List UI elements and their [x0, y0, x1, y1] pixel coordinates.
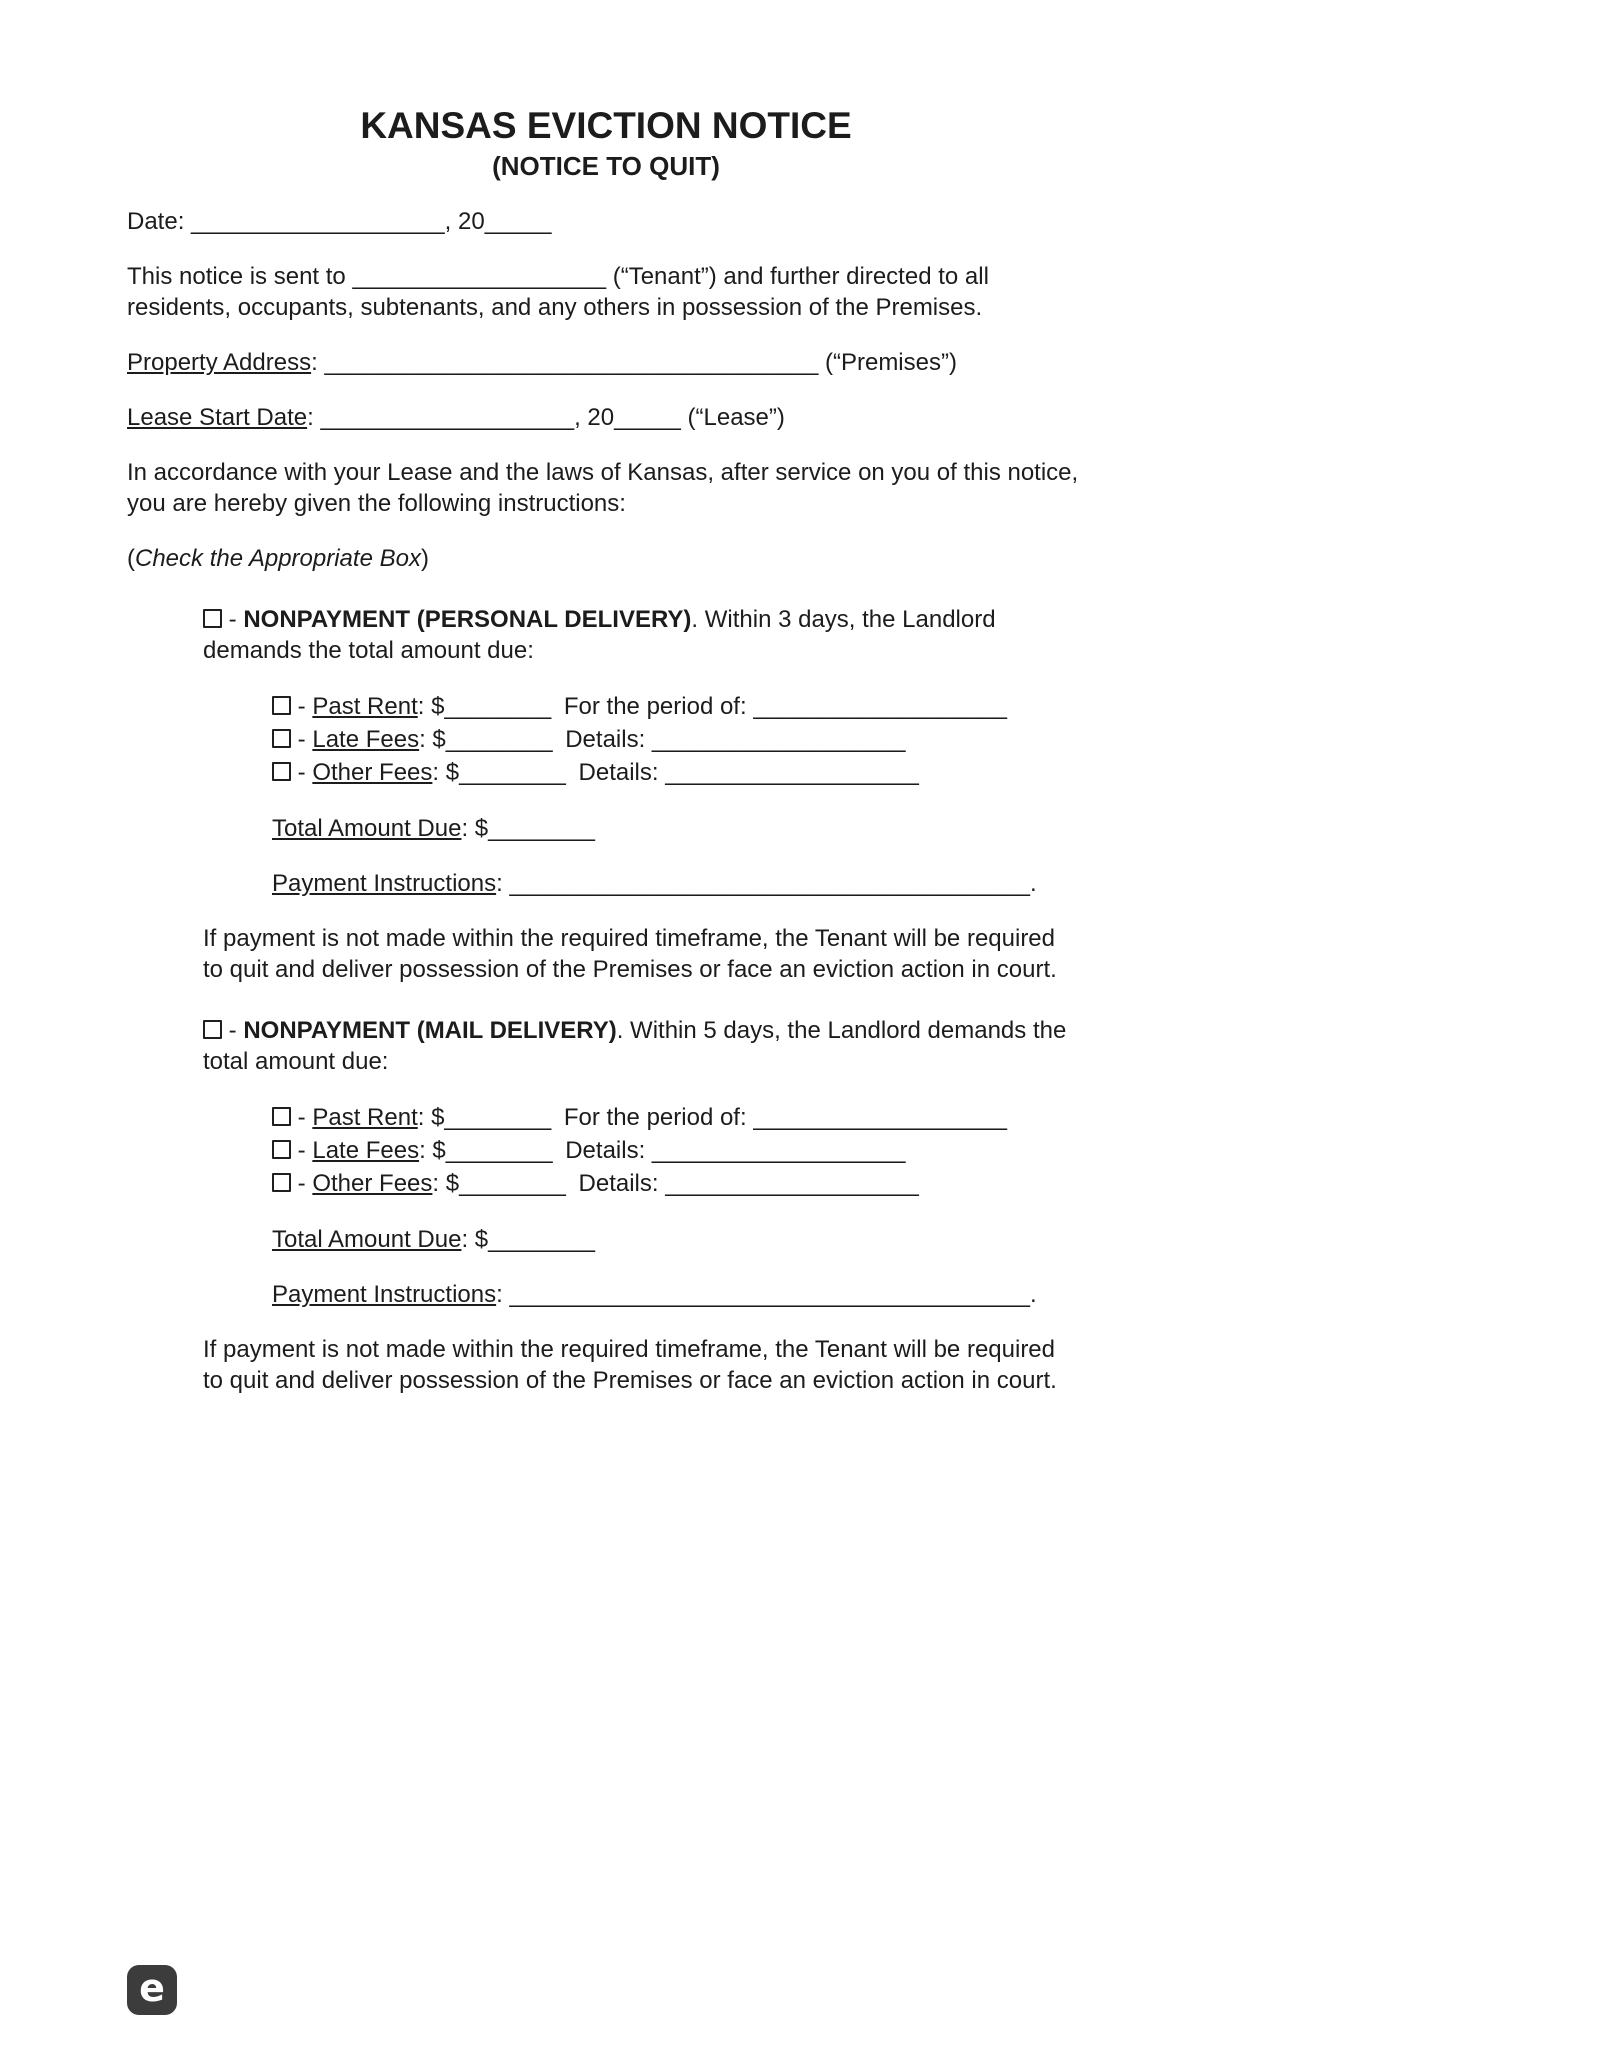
past-rent-period-label: For the period of: — [563, 693, 747, 720]
payment-instructions-label: Payment Instructions — [272, 1281, 497, 1308]
eforms-logo — [127, 1965, 177, 2015]
late-fees-checkbox-icon[interactable] — [272, 729, 291, 748]
other-fees-amount-prefix: : $ — [432, 1170, 460, 1197]
fee-item-group — [272, 1101, 1085, 1200]
nonpayment-personal-closing: If payment is not made within the required timeframe, the Tenant will be required to quit and deliver possession of the Premises or face an eviction action in court. — [203, 925, 1057, 983]
late-fees-checkbox-icon[interactable] — [272, 1140, 291, 1159]
total-amount-prefix: : $ — [461, 815, 489, 842]
dash: - — [297, 1104, 306, 1131]
past-rent-label: Past Rent — [312, 693, 418, 720]
check-note-text: Check the Appropriate Box — [135, 545, 421, 572]
other-fees-details-blank: ___________________ — [665, 1170, 919, 1197]
eforms-logo-letter: e — [139, 1966, 165, 2010]
payment-instructions-line — [272, 1279, 1085, 1310]
document-title: KANSAS EVICTION NOTICE — [360, 105, 852, 146]
other-fees-checkbox-icon[interactable] — [272, 762, 291, 781]
past-rent-line — [272, 690, 1085, 723]
past-rent-period-label: For the period of: — [563, 1104, 747, 1131]
past-rent-checkbox-icon[interactable] — [272, 696, 291, 715]
other-fees-label: Other Fees — [312, 759, 433, 786]
property-address-label: Property Address — [127, 349, 312, 376]
nonpayment-mail-heading — [203, 1015, 1085, 1077]
property-address-colon: : — [311, 349, 318, 376]
past-rent-amount-blank: ________ — [444, 693, 552, 720]
past-rent-label: Past Rent — [312, 1104, 418, 1131]
nonpayment-mail-heading-rest: . Within 5 days, the Landlord demands the total amount due: — [203, 1017, 1067, 1075]
date-year-prefix: , 20 — [444, 208, 485, 235]
dash: - — [297, 1137, 306, 1164]
lease-start-colon: : — [307, 404, 314, 431]
total-amount-blank: ________ — [488, 1226, 595, 1253]
check-note-close-paren: ) — [420, 545, 429, 572]
dash: - — [297, 726, 306, 753]
other-fees-line — [272, 756, 1085, 789]
property-address-line — [127, 347, 1085, 378]
other-fees-details-label: Details: — [578, 1170, 659, 1197]
late-fees-line — [272, 723, 1085, 756]
past-rent-period-blank: ___________________ — [753, 693, 1007, 720]
document-subtitle: (NOTICE TO QUIT) — [492, 151, 720, 181]
lease-start-blank: ___________________ — [320, 404, 575, 431]
intro-lead: This notice is sent to — [127, 263, 346, 290]
payment-instructions-line — [272, 868, 1085, 899]
late-fees-line — [272, 1134, 1085, 1167]
nonpayment-personal-heading-rest: . Within 3 days, the Landlord demands the total amount due: — [203, 606, 996, 664]
past-rent-period-blank: ___________________ — [753, 1104, 1007, 1131]
late-fees-amount-blank: ________ — [445, 726, 553, 753]
intro-tail: (“Tenant”) and further directed to all residents, occupants, subtenants, and any others in possession of the Premises. — [127, 263, 989, 321]
past-rent-amount-prefix: : $ — [417, 693, 445, 720]
other-fees-details-blank: ___________________ — [665, 759, 919, 786]
lease-year-blank: _____ — [614, 404, 681, 431]
intro-paragraph — [127, 261, 1085, 323]
date-label: Date: — [127, 208, 185, 235]
other-fees-line — [272, 1167, 1085, 1200]
document-content — [127, 104, 1085, 1396]
property-address-blank: _____________________________________ — [324, 349, 819, 376]
nonpayment-personal-checkbox-icon[interactable] — [203, 609, 222, 628]
accordance-paragraph: In accordance with your Lease and the laws of Kansas, after service on you of this notice, you are hereby given the following instructions: — [127, 459, 1079, 517]
payment-instructions-label: Payment Instructions — [272, 870, 497, 897]
nonpayment-personal-heading — [203, 604, 1085, 666]
nonpayment-personal-title: NONPAYMENT (PERSONAL DELIVERY) — [243, 606, 692, 633]
past-rent-amount-prefix: : $ — [417, 1104, 445, 1131]
late-fees-amount-prefix: : $ — [419, 726, 446, 753]
date-year-blank: _____ — [484, 208, 552, 235]
past-rent-amount-blank: ________ — [444, 1104, 552, 1131]
other-fees-amount-blank: ________ — [459, 1170, 566, 1197]
premises-tag: (“Premises”) — [824, 349, 957, 376]
late-fees-label: Late Fees — [312, 1137, 420, 1164]
payment-instructions-period: . — [1030, 1281, 1037, 1308]
late-fees-amount-blank: ________ — [445, 1137, 553, 1164]
lease-year-prefix: , 20 — [574, 404, 615, 431]
late-fees-amount-prefix: : $ — [419, 1137, 446, 1164]
dash: - — [228, 606, 237, 633]
total-amount-line — [272, 1224, 1085, 1255]
nonpayment-mail-closing: If payment is not made within the required timeframe, the Tenant will be required to quit and deliver possession of the Premises or face an eviction action in court. — [203, 1336, 1057, 1394]
lease-start-label: Lease Start Date — [127, 404, 308, 431]
dash: - — [297, 759, 306, 786]
late-fees-details-blank: ___________________ — [651, 1137, 906, 1164]
late-fees-details-label: Details: — [565, 1137, 646, 1164]
other-fees-label: Other Fees — [312, 1170, 433, 1197]
nonpayment-mail-title: NONPAYMENT (MAIL DELIVERY) — [243, 1017, 617, 1044]
total-amount-blank: ________ — [488, 815, 595, 842]
dash: - — [297, 693, 306, 720]
fee-item-group — [272, 690, 1085, 789]
check-box-note — [127, 543, 1085, 574]
other-fees-amount-blank: ________ — [459, 759, 566, 786]
dash: - — [297, 1170, 306, 1197]
other-fees-details-label: Details: — [578, 759, 659, 786]
nonpayment-personal-section — [203, 604, 1085, 985]
payment-instructions-colon: : — [496, 870, 503, 897]
tenant-name-blank: ___________________ — [352, 263, 607, 290]
past-rent-line — [272, 1101, 1085, 1134]
nonpayment-mail-checkbox-icon[interactable] — [203, 1020, 222, 1039]
total-amount-label: Total Amount Due — [272, 815, 462, 842]
total-amount-line — [272, 813, 1085, 844]
payment-instructions-blank: _______________________________________ — [509, 1281, 1031, 1308]
other-fees-checkbox-icon[interactable] — [272, 1173, 291, 1192]
late-fees-label: Late Fees — [312, 726, 420, 753]
date-blank: ___________________ — [191, 208, 445, 235]
check-note-open-paren: ( — [127, 545, 135, 572]
lease-start-line — [127, 402, 1085, 433]
lease-tag: (“Lease”) — [687, 404, 785, 431]
payment-instructions-blank: _______________________________________ — [509, 870, 1031, 897]
payment-instructions-period: . — [1030, 870, 1037, 897]
date-line — [127, 206, 1085, 237]
payment-instructions-colon: : — [496, 1281, 503, 1308]
nonpayment-mail-section — [203, 1015, 1085, 1396]
past-rent-checkbox-icon[interactable] — [272, 1107, 291, 1126]
late-fees-details-label: Details: — [565, 726, 646, 753]
dash: - — [228, 1017, 237, 1044]
late-fees-details-blank: ___________________ — [651, 726, 906, 753]
other-fees-amount-prefix: : $ — [432, 759, 460, 786]
total-amount-label: Total Amount Due — [272, 1226, 462, 1253]
total-amount-prefix: : $ — [461, 1226, 489, 1253]
